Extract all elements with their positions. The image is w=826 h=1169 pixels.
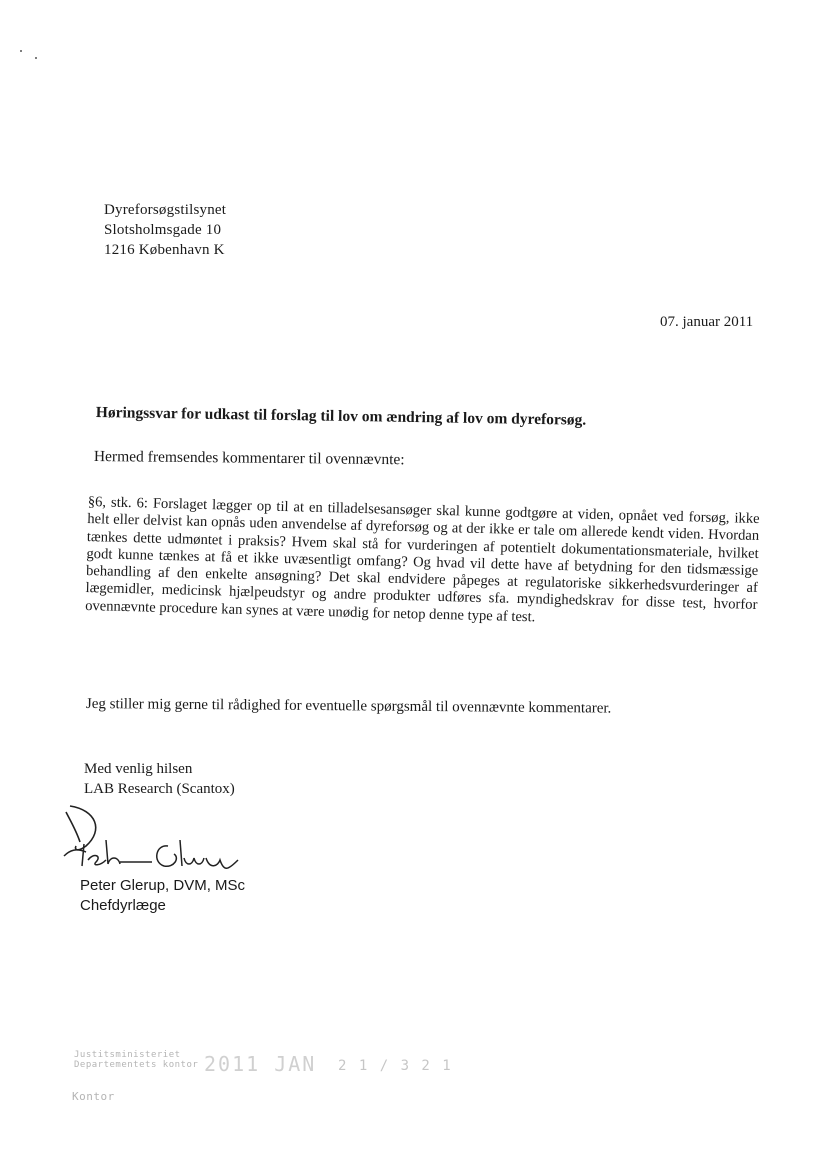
recipient-name: Dyreforsøgstilsynet xyxy=(104,202,227,218)
received-stamp xyxy=(68,1046,468,1116)
signer-title: Chefdyrlæge xyxy=(80,897,166,914)
stamp-reference: 2 1 / 3 2 1 xyxy=(338,1058,453,1074)
stamp-line-1: Justitsministeriet xyxy=(74,1050,181,1060)
recipient-street: Slotsholmsgade 10 xyxy=(104,222,222,238)
letter-body-paragraph: §6, stk. 6: Forslaget lægger op til at en tilladelsesansøger skal kunne godtgøre at viden, opnået ved forsøg, ikke helt eller delvist kan opnås uden anvendelse af dyreforsøg og at der ikke er tale om allerede kendt viden. Hvordan tænkes dette udmøntet i praksis? Hvem skal stå for vurderingen af potentielt dokumentationsmateriale, hvilket godt kunne tænkes at få et ikke uvæsentligt omfang? Og hvad vil dette have af betydning for den tidsmæssige behandling af den enkelte ansøgning? Det skal endvidere påpeges at regulatoriske sikkerhedsvurderinger af lægemidler, medicinsk hjælpeudstyr og andre produkter udføres sfa. myndighedskrav for disse test, hvorfor ovennævnte procedure kan synes at være unødig for netop denne type af test. xyxy=(84,494,760,626)
letter-subject: Høringssvar for udkast til forslag til lov om ændring af lov om dyreforsøg. xyxy=(95,404,587,429)
stamp-line-3: Kontor xyxy=(72,1090,115,1103)
letter-intro: Hermed fremsendes kommentarer til ovennævnte: xyxy=(93,448,405,469)
signer-name: Peter Glerup, DVM, MSc xyxy=(80,877,246,894)
letter-date: 07. januar 2011 xyxy=(660,314,754,330)
scan-speck xyxy=(35,57,37,59)
sign-off-greeting: Med venlig hilsen xyxy=(84,761,193,777)
stamp-date: 2011 JAN xyxy=(204,1052,317,1076)
sign-off xyxy=(84,759,235,799)
letter-closing-line: Jeg stiller mig gerne til rådighed for eventuelle spørgsmål til ovennævnte kommentarer. xyxy=(85,696,612,717)
stamp-line-2: Departementets kontor xyxy=(74,1060,199,1070)
recipient-address xyxy=(104,200,226,260)
scan-speck xyxy=(20,50,22,52)
handwritten-signature xyxy=(56,800,246,885)
signer-block xyxy=(80,876,245,916)
recipient-city: 1216 København K xyxy=(104,242,225,258)
sign-off-company: LAB Research (Scantox) xyxy=(84,781,235,797)
